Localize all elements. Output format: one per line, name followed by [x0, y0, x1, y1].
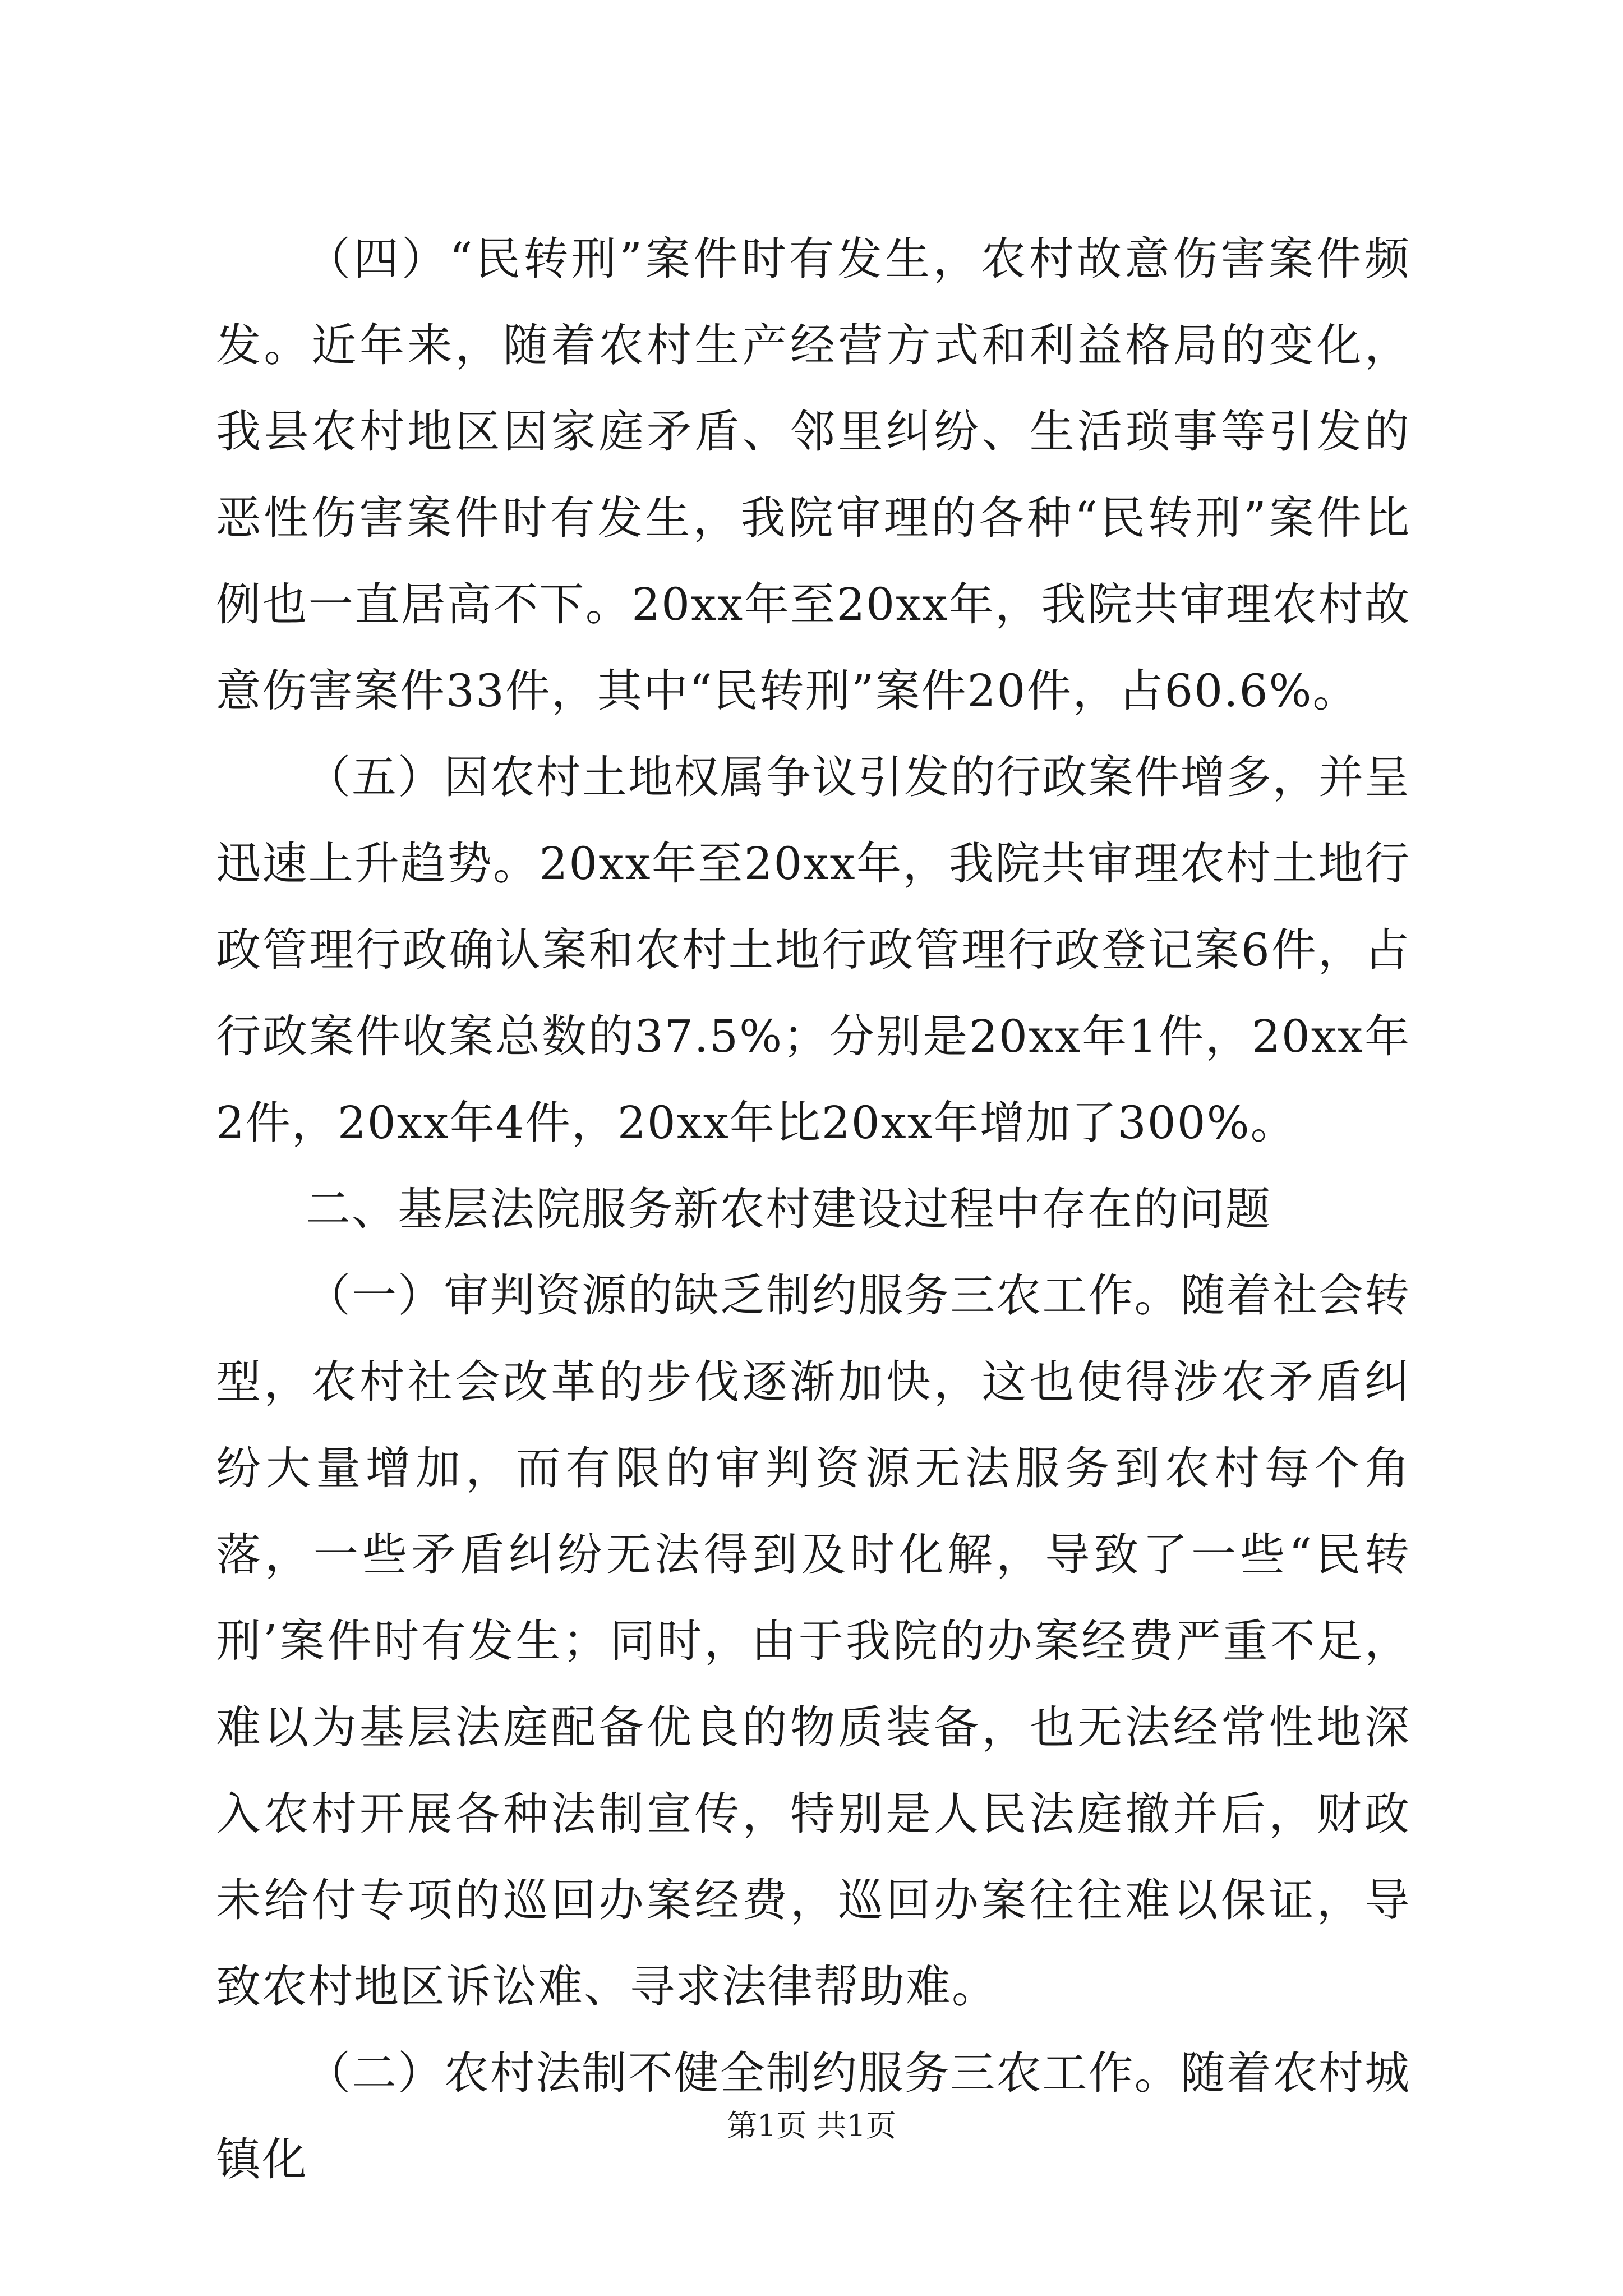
- section-heading-problems: 二、基层法院服务新农村建设过程中存在的问题: [306, 1183, 1271, 1235]
- document-body: [216, 216, 1410, 2203]
- paragraph-judicial-resources: （一）审判资源的缺乏制约服务三农工作。随着社会转型，农村社会改革的步伐逐渐加快，这也使得涉农矛盾纠纷大量增加，而有限的审判资源无法服务到农村每个角落，一些矛盾纠纷无法得到及时化解，导致了一些“民转刑’案件时有发生；同时，由于我院的办案经费严重不足，难以为基层法庭配备优良的物质装备，也无法经常性地深入农村开展各种法制宣传，特别是人民法庭撤并后，财政未给付专项的巡回办案经费，巡回办案往往难以保证，导致农村地区诉讼难、寻求法律帮助难。: [216, 1269, 1410, 2013]
- page-footer: 第1页 共1页: [727, 2108, 896, 2143]
- paragraph-criminal-cases: （四）“民转刑”案件时有发生，农村故意伤害案件频发。近年来，随着农村生产经营方式和利益格局的变化，我县农村地区因家庭矛盾、邻里纠纷、生活琐事等引发的恶性伤害案件时有发生，我院审理的各种“民转刑”案件比例也一直居高不下。20xx年至20xx年，我院共审理农村故意伤害案件33件，其中“民转刑”案件20件，占60.6%。: [216, 233, 1410, 717]
- paragraph-rural-legal-system: （二）农村法制不健全制约服务三农工作。随着农村城镇化: [216, 2047, 1410, 2185]
- paragraph-administrative-cases: （五）因农村土地权属争议引发的行政案件增多，并呈迅速上升趋势。20xx年至20xx年，我院共审理农村土地行政管理行政确认案和农村土地行政管理行政登记案6件，占行政案件收案总数的37.5%；分别是20xx年1件，20xx年2件，20xx年4件，20xx年比20xx年增加了300%。: [216, 751, 1410, 1149]
